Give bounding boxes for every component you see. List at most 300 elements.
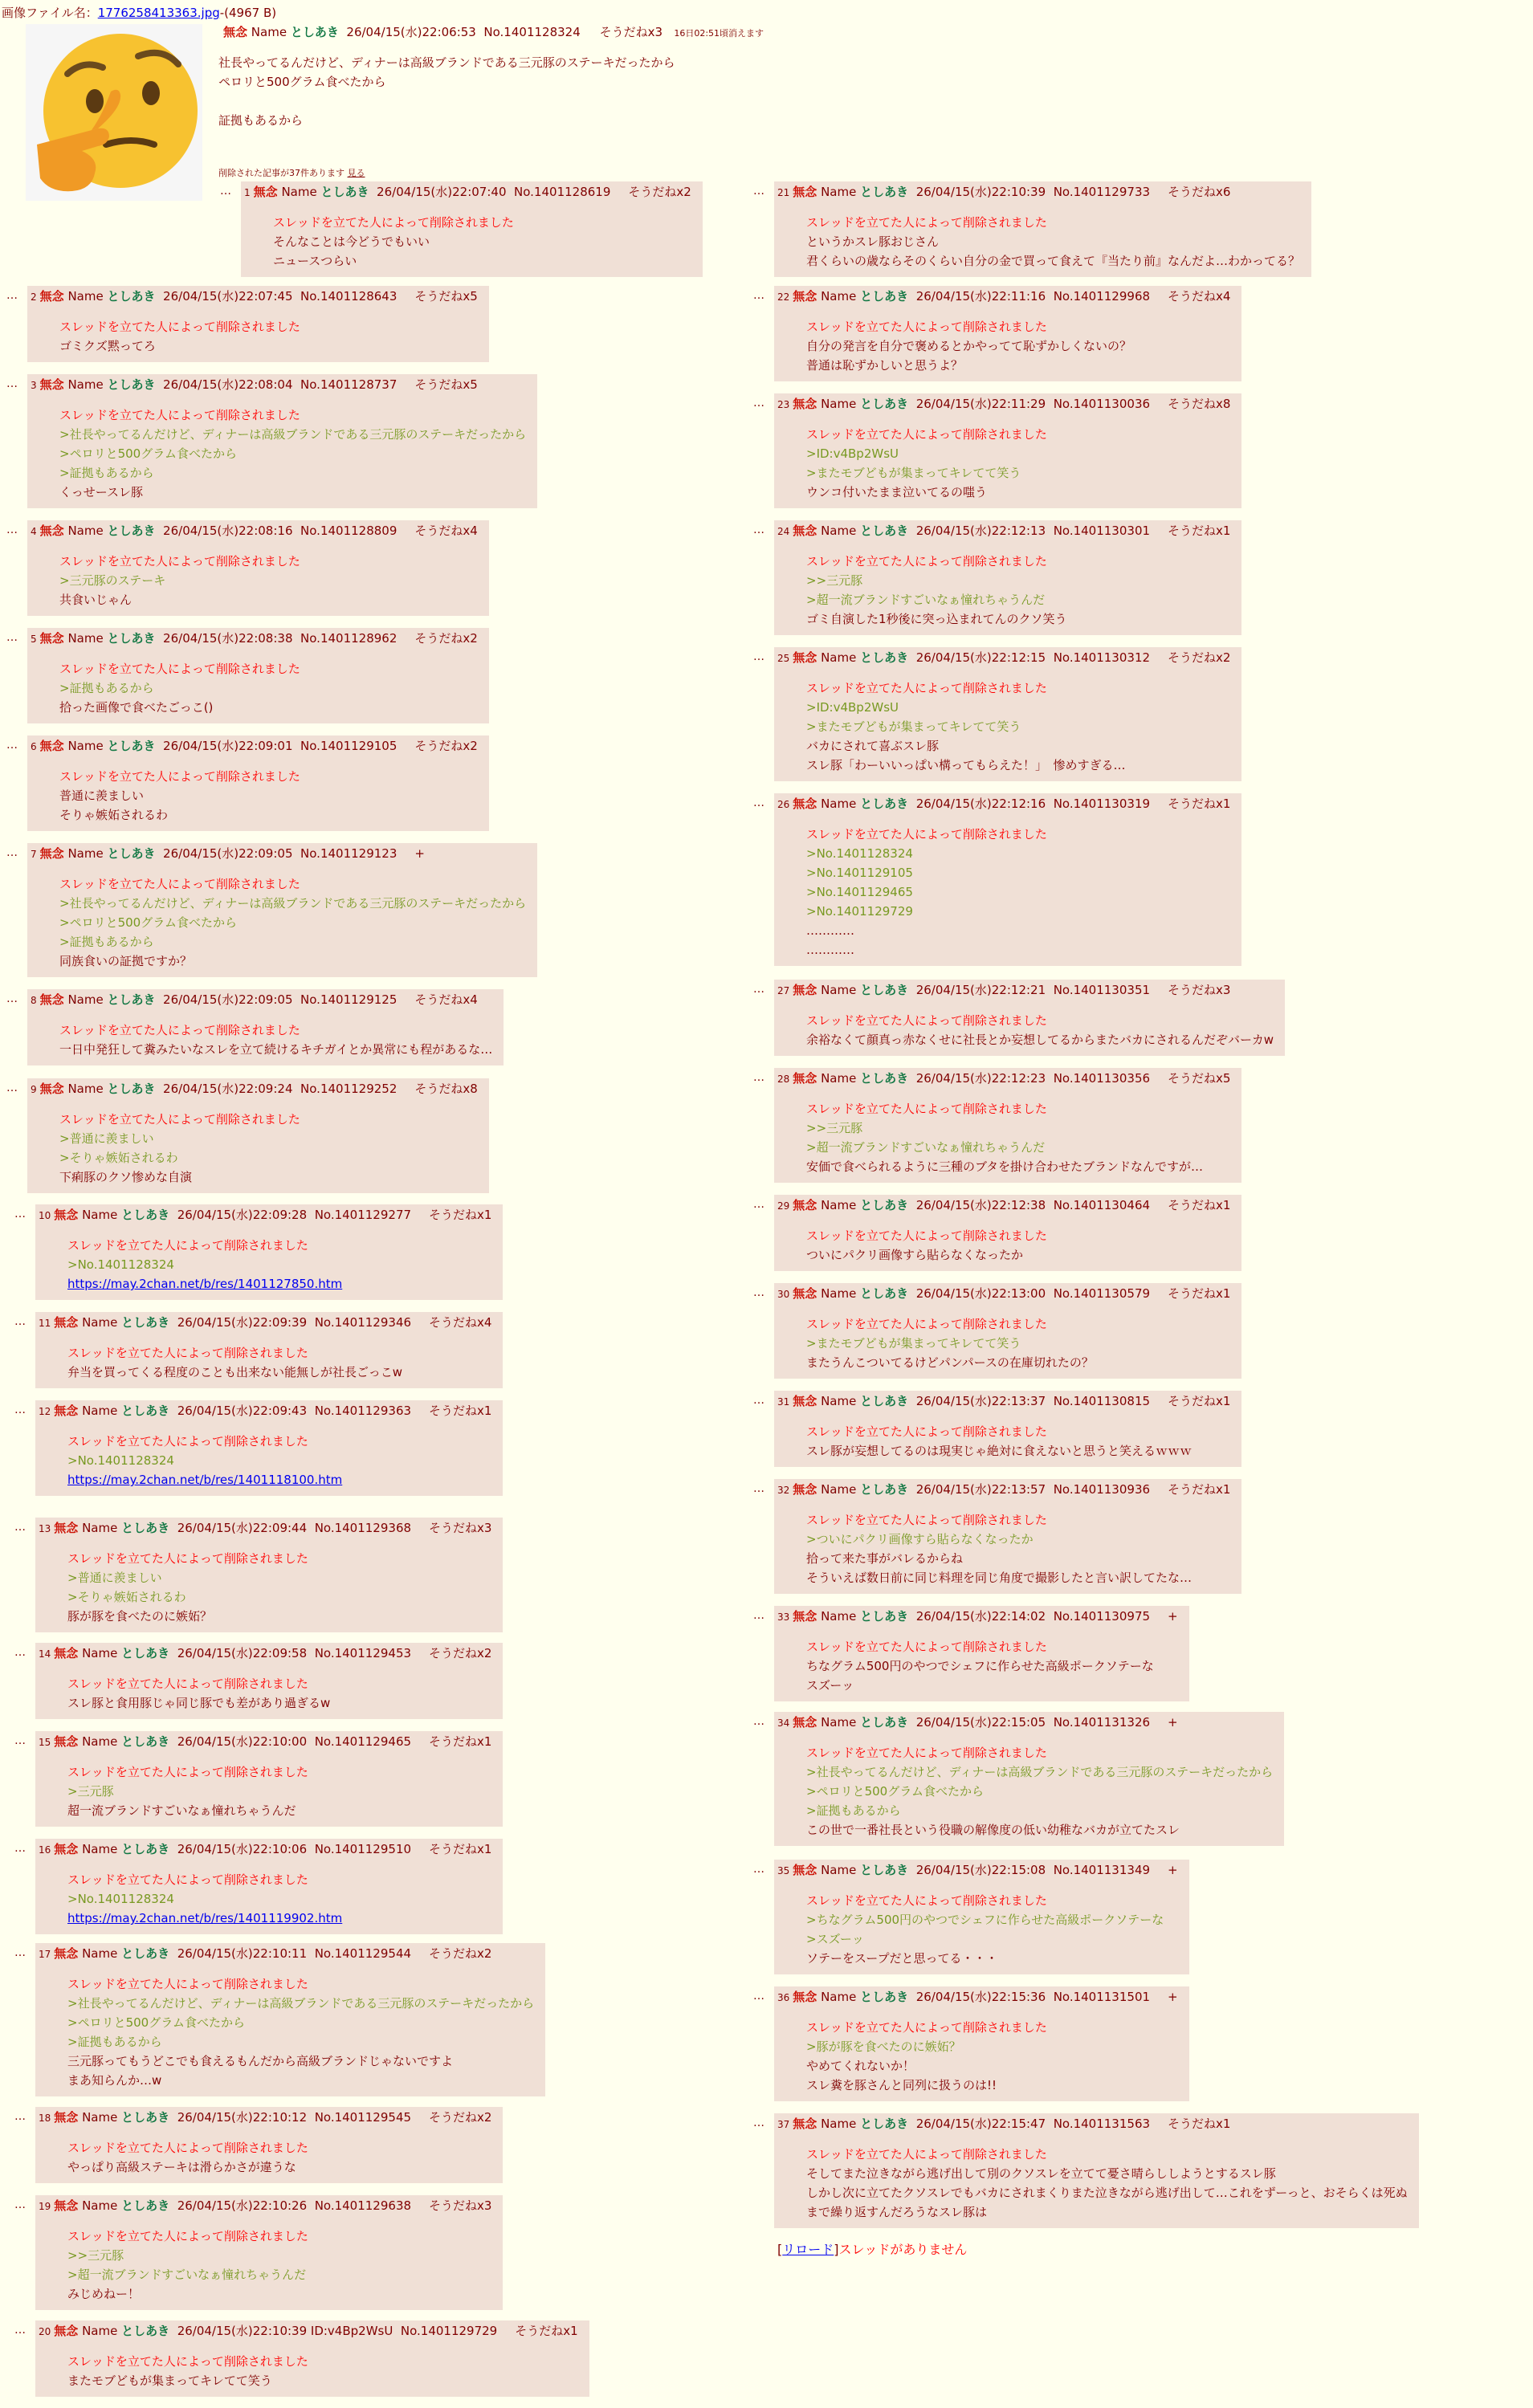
reply-date: 26/04/15(水)22:09:39 <box>177 1315 308 1330</box>
reply-post-number[interactable]: No.1401131501 <box>1053 1990 1151 2004</box>
reply-post-number[interactable]: No.1401130464 <box>1053 1198 1151 1212</box>
reply-body <box>67 2138 491 2177</box>
reply-poster-name: としあき <box>860 1198 909 1212</box>
reply-poster-name: としあき <box>121 1946 170 1961</box>
reply-box <box>774 1195 1241 1271</box>
reply-post-number[interactable]: No.1401129123 <box>300 846 398 861</box>
sodane-button[interactable]: そうだねx1 <box>1168 1394 1231 1408</box>
reply-poster-name: としあき <box>107 289 156 304</box>
sodane-button[interactable]: そうだねx2 <box>429 1646 492 1660</box>
reply-poster-name: としあき <box>860 983 909 997</box>
reply-poster-name: としあき <box>107 1082 156 1096</box>
reply-header <box>777 1070 1230 1088</box>
reply-indent-marker: … <box>753 983 764 996</box>
sodane-button[interactable]: そうだねx4 <box>429 1315 492 1330</box>
reply-indent-marker: … <box>753 1863 764 1876</box>
quote-line: >証拠もあるから <box>59 681 154 695</box>
quote-line: >ID:v4Bp2WsU <box>806 446 899 461</box>
reply-body <box>67 1762 491 1820</box>
reply-body <box>67 1236 491 1294</box>
reply-subject: 無念 <box>793 1482 817 1497</box>
reply-date: 26/04/15(水)22:12:15 <box>915 650 1046 665</box>
op-name-label: Name <box>251 25 287 39</box>
deleted-notice: スレッドを立てた人によって削除されました <box>67 1551 308 1566</box>
quote-line: >No.1401128324 <box>67 1453 174 1468</box>
reply-index: 22 <box>777 291 790 303</box>
reply-poster-name: としあき <box>860 2117 909 2131</box>
reply-header <box>31 1080 478 1098</box>
reply-header <box>777 287 1230 306</box>
reply-post-number[interactable]: No.1401129733 <box>1053 185 1151 199</box>
reply-date: 26/04/15(水)22:14:02 <box>915 1609 1046 1624</box>
reply-date: 26/04/15(水)22:11:16 <box>915 289 1046 304</box>
reply-post-number[interactable]: No.1401129544 <box>314 1946 412 1961</box>
reply-line: ゴミ自演した1秒後に突っ込まれてんのクソ笑う <box>806 612 1067 626</box>
reply-line: 君くらいの歳ならそのくらい自分の金で買って食えて『当たり前』なんだよ…わかってる？ <box>806 254 1301 268</box>
reply-box <box>774 1068 1241 1183</box>
reply-body <box>806 2018 1178 2095</box>
reply-poster-name: としあき <box>860 650 909 665</box>
op-body <box>218 53 676 130</box>
reply-post-number[interactable]: No.1401129277 <box>314 1208 412 1222</box>
reply-indent-marker: … <box>6 524 18 536</box>
reply-date: 26/04/15(水)22:09:44 <box>177 1521 308 1535</box>
quote-line: >No.1401129105 <box>806 866 913 880</box>
reply-post-number[interactable]: No.1401130319 <box>1053 797 1151 811</box>
reply-name-label: Name <box>82 2324 118 2338</box>
reply-index: 17 <box>39 1949 51 1960</box>
reply-name-label: Name <box>821 1863 857 1877</box>
reply-line: そりゃ嫉妬されるわ <box>59 808 169 822</box>
reply-indent-marker: … <box>14 1842 26 1855</box>
reply-name-label: Name <box>281 185 317 199</box>
sodane-button[interactable]: そうだねx1 <box>1168 1198 1231 1212</box>
thinking-face-icon <box>26 24 202 201</box>
sodane-button[interactable]: そうだねx1 <box>1168 1286 1231 1301</box>
reply-post-number[interactable]: No.1401129545 <box>314 2110 412 2125</box>
sodane-button[interactable]: そうだねx2 <box>628 185 691 199</box>
reload-bar <box>777 2240 967 2259</box>
deleted-notice: スレッドを立てた人によって削除されました <box>67 1872 308 1887</box>
reply-date: 26/04/15(水)22:10:39 <box>915 185 1046 199</box>
op-line: 証拠もあるから <box>218 113 304 128</box>
reply-post-number[interactable]: No.1401130356 <box>1053 1071 1151 1086</box>
reply-box <box>774 1479 1241 1594</box>
quote-line: >社長やってるんだけど、ディナーは高級ブランドである三元豚のステーキだったから <box>59 427 527 442</box>
reply-post-number[interactable]: No.1401128962 <box>300 631 398 646</box>
reply-body <box>806 552 1230 629</box>
reply-index: 27 <box>777 985 790 996</box>
reply-box <box>35 1731 503 1827</box>
reply-post-number[interactable]: No.1401129252 <box>300 1082 398 1096</box>
reply-header <box>31 522 478 540</box>
reply-poster-name: としあき <box>121 1404 170 1418</box>
sodane-button[interactable]: そうだねx5 <box>414 289 478 304</box>
reply-header <box>39 1402 491 1420</box>
reply-index: 9 <box>31 1084 37 1095</box>
reply-indent-marker: … <box>14 1946 26 1959</box>
reply-body <box>806 1510 1230 1587</box>
deleted-notice: スレッドを立てた人によって削除されました <box>806 2147 1047 2161</box>
reply-date: 26/04/15(水)22:10:06 <box>177 1842 308 1856</box>
quote-line: >ちなグラム500円のやつでシェフに作らせた高級ポークソテーな <box>806 1913 1164 1927</box>
reply-post-number[interactable]: No.1401128619 <box>514 185 611 199</box>
sodane-button[interactable]: そうだねx4 <box>414 992 478 1007</box>
sodane-button[interactable]: そうだねx6 <box>1168 185 1231 199</box>
sodane-button[interactable]: そうだねx2 <box>1168 650 1231 665</box>
sodane-button[interactable]: そうだねx5 <box>414 377 478 392</box>
reload-bracket-close: ] <box>834 2242 839 2257</box>
reply-name-label: Name <box>67 631 104 646</box>
reply-subject: 無念 <box>54 1521 79 1535</box>
sodane-button[interactable]: そうだねx3 <box>429 2198 492 2213</box>
reply-poster-name: としあき <box>107 739 156 753</box>
reply-subject: 無念 <box>793 1394 817 1408</box>
deleted-notice: スレッドを立てた人によって削除されました <box>67 1434 308 1448</box>
reply-post-number[interactable]: No.1401129510 <box>314 1842 412 1856</box>
reply-line: しかし次に立てたクソスレでもバカにされまくりまた泣きながら逃げ出して…これをずーっと、おそらくは死ぬ <box>806 2186 1408 2200</box>
thread-link[interactable]: https://may.2chan.net/b/res/1401119902.htm <box>67 1911 343 1925</box>
reply-line: やめてくれないか！ <box>806 2059 915 2073</box>
reply-box <box>35 1518 503 1632</box>
file-link[interactable]: 1776258413363.jpg <box>97 6 220 20</box>
reply-subject: 無念 <box>793 1990 817 2004</box>
reply-indent-marker: … <box>6 631 18 644</box>
reply-post-number[interactable]: No.1401130312 <box>1053 650 1151 665</box>
reply-poster-name: としあき <box>860 185 909 199</box>
reply-index: 30 <box>777 1289 790 1300</box>
sodane-button[interactable]: + <box>1168 1863 1178 1877</box>
sodane-button[interactable]: そうだねx8 <box>414 1082 478 1096</box>
reply-post-number[interactable]: No.1401130936 <box>1053 1482 1151 1497</box>
reply-body <box>59 1110 478 1187</box>
thread-status: スレッドがありません <box>838 2242 968 2257</box>
quote-line: >>三元豚 <box>806 1121 863 1135</box>
reply-post <box>753 1860 1189 1974</box>
reply-header <box>777 1285 1230 1303</box>
reply-line: 超一流ブランドすごいなぁ憧れちゃうんだ <box>67 1803 296 1818</box>
reply-post <box>14 2320 589 2397</box>
reply-header <box>777 1988 1178 2007</box>
reply-post <box>6 628 489 723</box>
reply-post-number[interactable]: No.1401131349 <box>1053 1863 1151 1877</box>
reply-post-number[interactable]: No.1401129465 <box>314 1734 412 1749</box>
reply-date: 26/04/15(水)22:13:57 <box>915 1482 1046 1497</box>
deleted-notice: スレッドを立てた人によって削除されました <box>806 1746 1047 1760</box>
reply-poster-name: としあき <box>121 2110 170 2125</box>
sodane-button[interactable]: そうだねx1 <box>429 1404 492 1418</box>
reply-post <box>753 520 1241 635</box>
deleted-notice: スレッドを立てた人によって削除されました <box>67 1238 308 1253</box>
reply-box <box>241 181 703 277</box>
sodane-button[interactable]: + <box>1168 1990 1178 2004</box>
reply-post <box>14 1731 503 1827</box>
reply-body <box>59 552 478 609</box>
reply-date: 26/04/15(水)22:12:13 <box>915 524 1046 538</box>
reply-indent-marker: … <box>14 2198 26 2211</box>
reply-index: 36 <box>777 1992 790 2003</box>
reply-indent-marker: … <box>753 1394 764 1407</box>
quote-line: >スズーッ <box>806 1932 864 1946</box>
deleted-note <box>218 164 365 183</box>
reply-date: 26/04/15(水)22:12:16 <box>915 797 1046 811</box>
reply-name-label: Name <box>821 1394 857 1408</box>
reply-poster-name: としあき <box>320 185 369 199</box>
reply-post-number[interactable]: No.1401129968 <box>1053 289 1151 304</box>
reply-header <box>777 395 1230 414</box>
reply-index: 16 <box>39 1844 51 1856</box>
reply-date: 26/04/15(水)22:07:40 <box>377 185 507 199</box>
reply-post <box>6 989 504 1065</box>
reply-line: そんなことは今どうでもいい <box>273 234 430 249</box>
reply-post <box>14 1312 503 1388</box>
file-info <box>2 3 276 22</box>
reply-post-number[interactable]: No.1401129125 <box>300 992 398 1007</box>
reply-name-label: Name <box>82 1404 118 1418</box>
reply-line: やっぱり高級ステーキは滑らかさが違うな <box>67 2160 296 2174</box>
deleted-notice: スレッドを立てた人によって削除されました <box>806 1102 1047 1116</box>
reply-index: 1 <box>244 187 251 198</box>
sodane-button[interactable]: そうだねx2 <box>414 739 478 753</box>
reply-body <box>806 1314 1230 1372</box>
reply-index: 24 <box>777 526 790 537</box>
reply-index: 28 <box>777 1074 790 1085</box>
reply-line: 普通は恥ずかしいと思うよ？ <box>806 358 964 373</box>
sodane-button[interactable]: そうだねx2 <box>414 631 478 646</box>
reply-post <box>6 735 489 831</box>
reply-post-number[interactable]: No.1401129346 <box>314 1315 412 1330</box>
deleted-notice: スレッドを立てた人によって削除されました <box>806 681 1047 695</box>
reply-subject: 無念 <box>54 1315 79 1330</box>
deleted-notice: スレッドを立てた人によって削除されました <box>67 1346 308 1360</box>
quote-line: >社長やってるんだけど、ディナーは高級ブランドである三元豚のステーキだったから <box>806 1765 1274 1779</box>
quote-line: >三元豚のステーキ <box>59 573 166 588</box>
quote-line: >No.1401129729 <box>806 904 913 919</box>
reply-index: 14 <box>39 1648 51 1660</box>
reply-indent-marker: … <box>753 1482 764 1495</box>
reply-post-number[interactable]: No.1401130301 <box>1053 524 1151 538</box>
reply-poster-name: としあき <box>860 524 909 538</box>
reply-subject: 無念 <box>39 992 64 1007</box>
quote-line: >ペロリと500グラム食べたから <box>59 446 238 461</box>
sodane-button[interactable]: そうだねx1 <box>1168 524 1231 538</box>
quote-line: >そりゃ嫉妬されるわ <box>67 1590 186 1604</box>
reply-indent-marker: … <box>753 185 764 198</box>
reply-index: 6 <box>31 741 37 752</box>
quote-line: >>三元豚 <box>806 573 863 588</box>
reply-body <box>67 1870 491 1928</box>
reply-post-number[interactable]: No.1401131326 <box>1053 1715 1151 1730</box>
reply-box <box>774 1986 1189 2101</box>
reply-date: 26/04/15(水)22:08:16 <box>163 524 293 538</box>
reply-box <box>35 1204 503 1300</box>
reply-subject: 無念 <box>793 1609 817 1624</box>
reply-indent-marker: … <box>14 2324 26 2337</box>
reply-post <box>753 181 1311 277</box>
reply-name-label: Name <box>82 1734 118 1749</box>
reply-date: 26/04/15(水)22:09:05 <box>163 846 293 861</box>
sodane-button[interactable]: そうだねx3 <box>429 1521 492 1535</box>
reply-header <box>777 1196 1230 1215</box>
reply-subject: 無念 <box>793 1286 817 1301</box>
reply-indent-marker: … <box>6 739 18 752</box>
reply-box <box>35 2107 503 2183</box>
deleted-notice: スレッドを立てた人によって削除されました <box>806 427 1047 442</box>
deleted-notice: スレッドを立てた人によって削除されました <box>59 662 300 676</box>
sodane-button[interactable]: + <box>414 846 425 861</box>
reply-subject: 無念 <box>54 1734 79 1749</box>
reply-line: 三元豚ってもうどこでも食えるもんだから高級ブランドじゃないですよ <box>67 2054 454 2068</box>
reply-indent-marker: … <box>14 1521 26 1534</box>
quote-line: >ペロリと500グラム食べたから <box>67 2015 246 2030</box>
reply-post-number[interactable]: No.1401129105 <box>300 739 398 753</box>
reply-post-number[interactable]: No.1401129368 <box>314 1521 412 1535</box>
reply-name-label: Name <box>67 739 104 753</box>
op-post-number[interactable]: No.1401128324 <box>483 25 581 39</box>
reply-subject: 無念 <box>793 1863 817 1877</box>
reply-line: くっせースレ豚 <box>59 485 143 499</box>
reply-header <box>39 1644 491 1663</box>
reply-date: 26/04/15(水)22:10:39 ID:v4Bp2WsU <box>177 2324 393 2338</box>
reply-post <box>753 286 1241 381</box>
reply-line: 豚が豚を食べたのに嫉妬？ <box>67 1609 213 1624</box>
reply-body <box>67 1432 491 1489</box>
reply-poster-name: としあき <box>121 1315 170 1330</box>
sodane-button[interactable]: そうだねx1 <box>429 1208 492 1222</box>
reply-header <box>777 1481 1230 1499</box>
reply-post-number[interactable]: No.1401130036 <box>1053 397 1151 411</box>
sodane-button[interactable]: そうだねx1 <box>429 1734 492 1749</box>
reply-indent-marker: … <box>753 2117 764 2129</box>
reply-post-number[interactable]: No.1401129363 <box>314 1404 412 1418</box>
quote-line: >No.1401129465 <box>806 885 913 899</box>
sodane-button[interactable]: そうだねx2 <box>429 1946 492 1961</box>
thread-link[interactable]: https://may.2chan.net/b/res/1401127850.htm <box>67 1277 343 1291</box>
reply-name-label: Name <box>821 983 857 997</box>
reply-post <box>14 1943 545 2096</box>
reply-box <box>27 843 537 977</box>
reply-post-number[interactable]: No.1401128737 <box>300 377 398 392</box>
reply-post-number[interactable]: No.1401131563 <box>1053 2117 1151 2131</box>
reply-date: 26/04/15(水)22:09:43 <box>177 1404 308 1418</box>
reply-post <box>753 1606 1189 1701</box>
reply-post <box>753 393 1241 508</box>
reply-header <box>777 1607 1178 1626</box>
reply-post-number[interactable]: No.1401128643 <box>300 289 398 304</box>
sodane-button[interactable]: そうだねx1 <box>429 1842 492 1856</box>
reply-line: スレ豚と食用豚じゃ同じ豚でも差があり過ぎるw <box>67 1696 331 1710</box>
reply-line: バカにされて喜ぶスレ豚 <box>806 739 940 753</box>
sodane-button[interactable]: そうだねx1 <box>1168 1482 1231 1497</box>
deleted-notice: スレッドを立てた人によって削除されました <box>59 769 300 784</box>
sodane-button[interactable]: そうだねx1 <box>1168 797 1231 811</box>
reply-body <box>806 317 1230 375</box>
deleted-notice: スレッドを立てた人によって削除されました <box>67 1977 308 1991</box>
reply-poster-name: としあき <box>107 524 156 538</box>
sodane-button[interactable]: そうだねx8 <box>1168 397 1231 411</box>
reply-indent-marker: … <box>753 524 764 536</box>
reply-line: ニュースつらい <box>273 254 357 268</box>
reply-box <box>35 1400 503 1496</box>
sodane-button[interactable]: + <box>1168 1715 1178 1730</box>
reply-subject: 無念 <box>793 524 817 538</box>
reply-header <box>31 630 478 648</box>
reload-link[interactable]: リロード <box>782 2242 834 2257</box>
reply-indent-marker: … <box>6 992 18 1005</box>
sodane-button[interactable]: そうだねx1 <box>1168 2117 1231 2131</box>
op-line: 社長やってるんだけど、ディナーは高級ブランドである三元豚のステーキだったから <box>218 55 675 70</box>
reply-index: 21 <box>777 187 790 198</box>
reply-subject: 無念 <box>793 1071 817 1086</box>
sodane-button[interactable]: そうだねx4 <box>1168 289 1231 304</box>
reply-date: 26/04/15(水)22:09:05 <box>163 992 293 1007</box>
reply-header <box>31 376 526 394</box>
reply-index: 3 <box>31 380 37 391</box>
op-line: ペロリと500グラム食べたから <box>218 75 386 89</box>
show-deleted-link[interactable]: 見る <box>347 168 365 178</box>
reply-box <box>27 989 504 1065</box>
deleted-notice: スレッドを立てた人によって削除されました <box>806 1893 1047 1908</box>
reply-line: 余裕なくて顔真っ赤なくせに社長とか妄想してるからまたバカにされるんだぞバーカw <box>806 1033 1274 1047</box>
reply-body <box>59 659 478 717</box>
reply-post-number[interactable]: No.1401130815 <box>1053 1394 1151 1408</box>
sodane-button[interactable]: + <box>1168 1609 1178 1624</box>
reply-date: 26/04/15(水)22:13:00 <box>915 1286 1046 1301</box>
sodane-button[interactable]: そうだねx5 <box>1168 1071 1231 1086</box>
reply-header <box>777 1392 1230 1411</box>
reply-index: 11 <box>39 1318 51 1329</box>
reply-post-number[interactable]: No.1401129453 <box>314 1646 412 1660</box>
reply-poster-name: としあき <box>121 2198 170 2213</box>
reply-post <box>753 793 1241 966</box>
sodane-button[interactable]: そうだねx1 <box>515 2324 578 2338</box>
reply-box <box>35 1839 503 1934</box>
reply-post-number[interactable]: No.1401129638 <box>314 2198 412 2213</box>
reply-name-label: Name <box>821 1990 857 2004</box>
sodane-button[interactable]: そうだねx3 <box>1168 983 1231 997</box>
deleted-notice: スレッドを立てた人によって削除されました <box>806 1317 1047 1331</box>
reply-name-label: Name <box>67 524 104 538</box>
reply-subject: 無念 <box>54 2110 79 2125</box>
reply-box <box>774 1606 1189 1701</box>
reply-line: ………… <box>806 923 854 938</box>
reply-poster-name: としあき <box>107 992 156 1007</box>
deleted-notice: スレッドを立てた人によって削除されました <box>806 2020 1047 2035</box>
reply-subject: 無念 <box>793 983 817 997</box>
sodane-button[interactable]: そうだねx2 <box>429 2110 492 2125</box>
thread-image[interactable] <box>26 24 202 201</box>
sodane-button[interactable]: そうだねx4 <box>414 524 478 538</box>
reply-post-number[interactable]: No.1401130579 <box>1053 1286 1151 1301</box>
thread-link[interactable]: https://may.2chan.net/b/res/1401118100.htm <box>67 1473 343 1487</box>
reply-post-number[interactable]: No.1401130975 <box>1053 1609 1151 1624</box>
reply-date: 26/04/15(水)22:11:29 <box>915 397 1046 411</box>
op-sodane-button[interactable]: そうだねx3 <box>599 25 663 39</box>
reply-poster-name: としあき <box>860 1609 909 1624</box>
reply-subject: 無念 <box>793 1715 817 1730</box>
reply-body <box>59 767 478 825</box>
reply-post-number[interactable]: No.1401128809 <box>300 524 398 538</box>
reply-line: 下痢豚のクソ惨めな自演 <box>59 1170 193 1184</box>
quote-line: >豚が豚を食べたのに嫉妬？ <box>806 2039 961 2054</box>
reply-poster-name: としあき <box>860 1286 909 1301</box>
reply-post-number[interactable]: No.1401130351 <box>1053 983 1151 997</box>
reply-post <box>753 1391 1241 1467</box>
reply-name-label: Name <box>821 1198 857 1212</box>
reply-post-number[interactable]: No.1401129729 <box>400 2324 498 2338</box>
quote-line: >証拠もあるから <box>59 935 154 949</box>
reply-date: 26/04/15(水)22:10:26 <box>177 2198 308 2213</box>
